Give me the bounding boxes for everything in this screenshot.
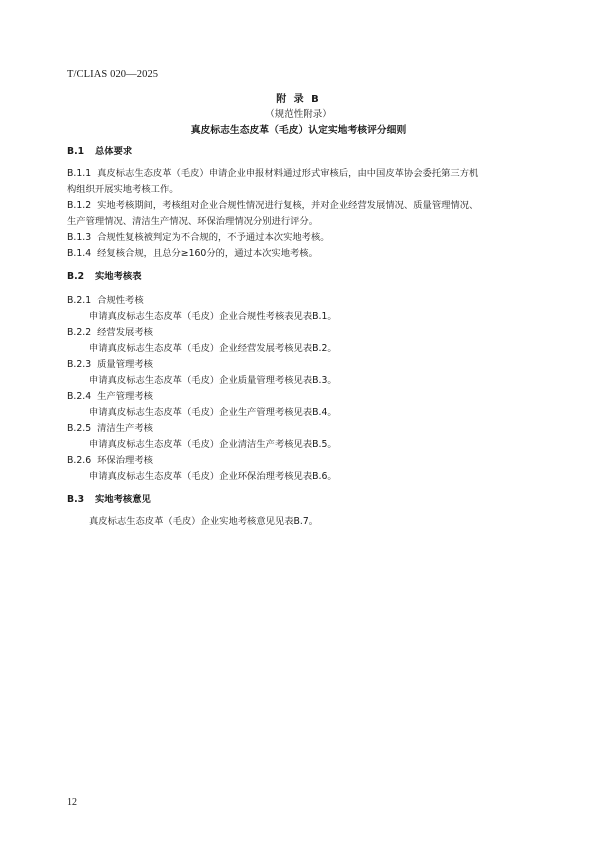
section-number: B.1 — [67, 146, 85, 157]
clause-title: 清洁生产考核 — [97, 423, 153, 434]
clause-number: B.1.3 — [67, 232, 92, 243]
clause-b1-3 — [67, 232, 330, 244]
clause-number: B.2.3 — [67, 359, 92, 370]
clause-b2-4-text: 申请真皮标志生态皮革（毛皮）企业生产管理考核见表B.4。 — [89, 407, 337, 418]
section-title: 实地考核表 — [95, 271, 142, 282]
appendix-heading: 真皮标志生态皮革（毛皮）认定实地考核评分细则 — [190, 125, 407, 136]
clause-number: B.2.5 — [67, 423, 92, 434]
clause-number: B.1.4 — [67, 248, 92, 259]
clause-b2-1-text: 申请真皮标志生态皮革（毛皮）企业合规性考核表见表B.1。 — [89, 311, 337, 322]
clause-text: 合规性复核被判定为不合规的，不予通过本次实地考核。 — [97, 232, 330, 243]
appendix-title: 附 录 B — [276, 94, 321, 105]
clause-b2-3-text: 申请真皮标志生态皮革（毛皮）企业质量管理考核见表B.3。 — [89, 375, 337, 386]
clause-b1-1-line1 — [67, 168, 478, 180]
clause-b2-5-heading — [67, 423, 153, 435]
clause-number: B.2.2 — [67, 327, 92, 338]
clause-b1-2-line2: 生产管理情况、清洁生产情况、环保治理情况分别进行评分。 — [67, 216, 319, 227]
clause-text: 实地考核期间，考核组对企业合规性情况进行复核，并对企业经营发展情况、质量管理情况、 — [97, 200, 479, 211]
clause-b2-4-heading — [67, 391, 153, 403]
clause-number: B.2.1 — [67, 295, 92, 306]
section-number: B.3 — [67, 494, 85, 505]
clause-title: 合规性考核 — [97, 295, 144, 306]
clause-b2-6-text: 申请真皮标志生态皮革（毛皮）企业环保治理考核见表B.6。 — [89, 471, 337, 482]
clause-title: 质量管理考核 — [97, 359, 153, 370]
section-title: 总体要求 — [95, 146, 133, 157]
clause-b1-4 — [67, 248, 318, 260]
section-number: B.2 — [67, 271, 85, 282]
clause-b1-1-line2: 构组织开展实地考核工作。 — [67, 184, 179, 195]
page-number: 12 — [67, 797, 77, 808]
clause-b2-3-heading — [67, 359, 153, 371]
section-b3-heading — [67, 494, 151, 506]
clause-title: 生产管理考核 — [97, 391, 153, 402]
clause-number: B.2.4 — [67, 391, 92, 402]
section-title: 实地考核意见 — [95, 494, 151, 505]
clause-b1-2-line1 — [67, 200, 478, 212]
appendix-note: （规范性附录） — [265, 109, 332, 120]
clause-text: 真皮标志生态皮革（毛皮）申请企业申报材料通过形式审核后，由中国皮革协会委托第三方机 — [97, 168, 479, 179]
section-b1-heading — [67, 146, 132, 158]
clause-b2-2-text: 申请真皮标志生态皮革（毛皮）企业经营发展考核见表B.2。 — [89, 343, 337, 354]
clause-b2-1-heading — [67, 295, 144, 307]
clause-b2-5-text: 申请真皮标志生态皮革（毛皮）企业清洁生产考核见表B.5。 — [89, 439, 337, 450]
clause-title: 经营发展考核 — [97, 327, 153, 338]
clause-number: B.2.6 — [67, 455, 92, 466]
clause-b2-2-heading — [67, 327, 153, 339]
section-b2-heading — [67, 271, 142, 283]
clause-title: 环保治理考核 — [97, 455, 153, 466]
clause-b2-6-heading — [67, 455, 153, 467]
clause-number: B.1.1 — [67, 168, 92, 179]
clause-text: 经复核合规，且总分≥160分的，通过本次实地考核。 — [97, 248, 318, 259]
section-b3-text: 真皮标志生态皮革（毛皮）企业实地考核意见见表B.7。 — [89, 516, 319, 527]
document-code: T/CLIAS 020—2025 — [67, 69, 159, 80]
clause-number: B.1.2 — [67, 200, 92, 211]
